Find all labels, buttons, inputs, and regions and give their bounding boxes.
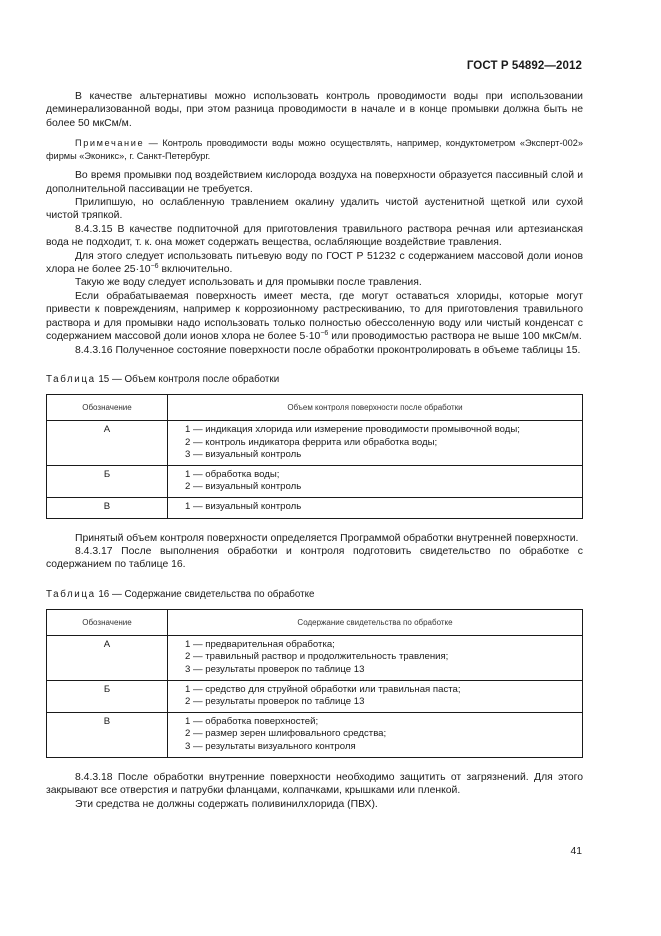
paragraph-scale-removal: Прилипшую, но ослабленную травлением окалину удалить чистой аустенитной щеткой или сухой чистой тряпкой. [46, 197, 583, 222]
chlorine-exponent: −6 [150, 263, 159, 271]
cell-line: 1 — обработка воды; [185, 468, 280, 480]
chlorine-text: Для этого следует использовать питьевую воду по ГОСТ Р 51232 с содержанием массовой доли ионов хлора не более 25·10 [46, 250, 583, 276]
paragraph-after-table15: Принятый объем контроля поверхности определяется Программой обработки внутренней поверхности. [75, 532, 579, 544]
table-row [47, 680, 583, 712]
table-cell-code: В [47, 713, 168, 758]
table-cell-content [168, 498, 583, 518]
table15-header-row [47, 395, 583, 421]
table-cell-content [168, 713, 583, 758]
table-cell-code: Б [47, 465, 168, 497]
paragraph-8-4-3-18: 8.4.3.18 После обработки внутренние поверхности необходимо защитить от загрязнений. Для этого закрывают все отверстия и патрубки фланцами, колпачками, крышками или пленкой. [46, 771, 583, 797]
paragraph-8-4-3-17: 8.4.3.17 После выполнения обработки и контроля подготовить свидетельство по обработке с содержанием по таблице 16. [46, 545, 583, 571]
cell-line: 1 — обработка поверхностей; [185, 716, 319, 728]
table15-caption-label: Таблица [46, 373, 96, 385]
table16-col-designation: Обозначение [47, 610, 168, 636]
table-row [47, 421, 583, 466]
cell-line: 2 — визуальный контроль [185, 481, 302, 493]
cell-line: 2 — контроль индикатора феррита или обработка воды; [185, 436, 438, 448]
note-label: Примечание [75, 138, 145, 149]
cell-line: 2 — результаты проверок по таблице 13 [185, 695, 365, 707]
table-15 [46, 394, 583, 518]
cell-line: 3 — результаты проверок по таблице 13 [185, 663, 365, 675]
paragraph-chlorine-limit [46, 250, 583, 277]
table16-col-content: Содержание свидетельства по обработке [168, 610, 583, 636]
table-cell-content [168, 636, 583, 681]
table-cell-code: Б [47, 680, 168, 712]
table-row [47, 498, 583, 518]
cell-line: 1 — визуальный контроль [185, 501, 302, 513]
note [46, 137, 583, 162]
table-cell-content [168, 680, 583, 712]
chlorides-exponent: −6 [320, 330, 329, 338]
table-16 [46, 609, 583, 758]
table-cell-code: А [47, 636, 168, 681]
table-row [47, 636, 583, 681]
chlorides-text-end: или проводимостью раствора не выше 100 мкСм/м. [328, 331, 582, 343]
paragraph-pvc: Эти средства не должны содержать поливинилхлорида (ПВХ). [75, 798, 378, 810]
table16-caption [46, 588, 583, 601]
table16-caption-text: 16 — Содержание свидетельства по обработке [95, 588, 315, 600]
cell-line: 2 — травильный раствор и продолжительность травления; [185, 651, 449, 663]
cell-line: 1 — индикация хлорида или измерение проводимости промывочной воды; [185, 424, 520, 436]
cell-line: 1 — средство для струйной обработки или травильная паста; [185, 683, 461, 695]
table15-col-designation: Обозначение [47, 395, 168, 421]
paragraph-chlorides [46, 290, 583, 344]
cell-line: 3 — результаты визуального контроля [185, 740, 356, 752]
table16-header-row [47, 610, 583, 636]
table-row [47, 713, 583, 758]
cell-line: 1 — предварительная обработка; [185, 639, 335, 651]
paragraph-same-water: Такую же воду следует использовать и для промывки после травления. [75, 277, 422, 289]
paragraph-8-4-3-16: 8.4.3.16 Полученное состояние поверхности после обработки проконтролировать в объеме таблицы 15. [75, 344, 581, 356]
paragraph-passive-layer: Во время промывки под воздействием кислорода воздуха на поверхности образуется пассивный слой и дополнительной пассивации не требуется. [46, 170, 583, 195]
table-cell-content [168, 465, 583, 497]
chlorides-text: Если обрабатываемая поверхность имеет места, где могут оставаться хлориды, которые могут привести к повреждениям, например к коррозионному растрескиванию, то для приготовления травильного раствора и для промывки надо использовать только полностью обессоленную воду или чистый конденсат с содержанием массовой доли ионов хлора не более 5·10 [46, 290, 583, 343]
paragraph-alternative: В качестве альтернативы можно использовать контроль проводимости воды при использовании деминерализованной воды, при этом разница проводимости в начале и в конце промывки должна быть не более 50 мкСм/м. [46, 91, 583, 129]
table-cell-content [168, 421, 583, 466]
standard-header: ГОСТ Р 54892—2012 [466, 60, 582, 72]
document-body [46, 90, 583, 811]
cell-line: 3 — визуальный контроль [185, 448, 302, 460]
table-row [47, 465, 583, 497]
note-text: — Контроль проводимости воды можно осуществлять, например, кондуктометром «Эксперт-002» фирмы «Эконикс», г. Санкт-Петербург. [46, 138, 583, 161]
cell-line: 2 — размер зерен шлифовального средства; [185, 728, 387, 740]
table16-caption-label: Таблица [46, 588, 96, 600]
table15-col-scope: Объем контроля поверхности после обработки [168, 395, 583, 421]
table-cell-code: В [47, 498, 168, 518]
chlorine-text-end: включительно. [158, 264, 233, 276]
paragraph-8-4-3-15: 8.4.3.15 В качестве подпиточной для приготовления травильного раствора речная или артезианская вода не подходит, т. к. она может содержать вещества, ослабляющие воздействие травления. [46, 223, 583, 249]
table15-caption-text: 15 — Объем контроля после обработки [95, 373, 280, 385]
table-cell-code: А [47, 421, 168, 466]
page-number: 41 [570, 846, 582, 857]
table15-caption [46, 373, 583, 386]
